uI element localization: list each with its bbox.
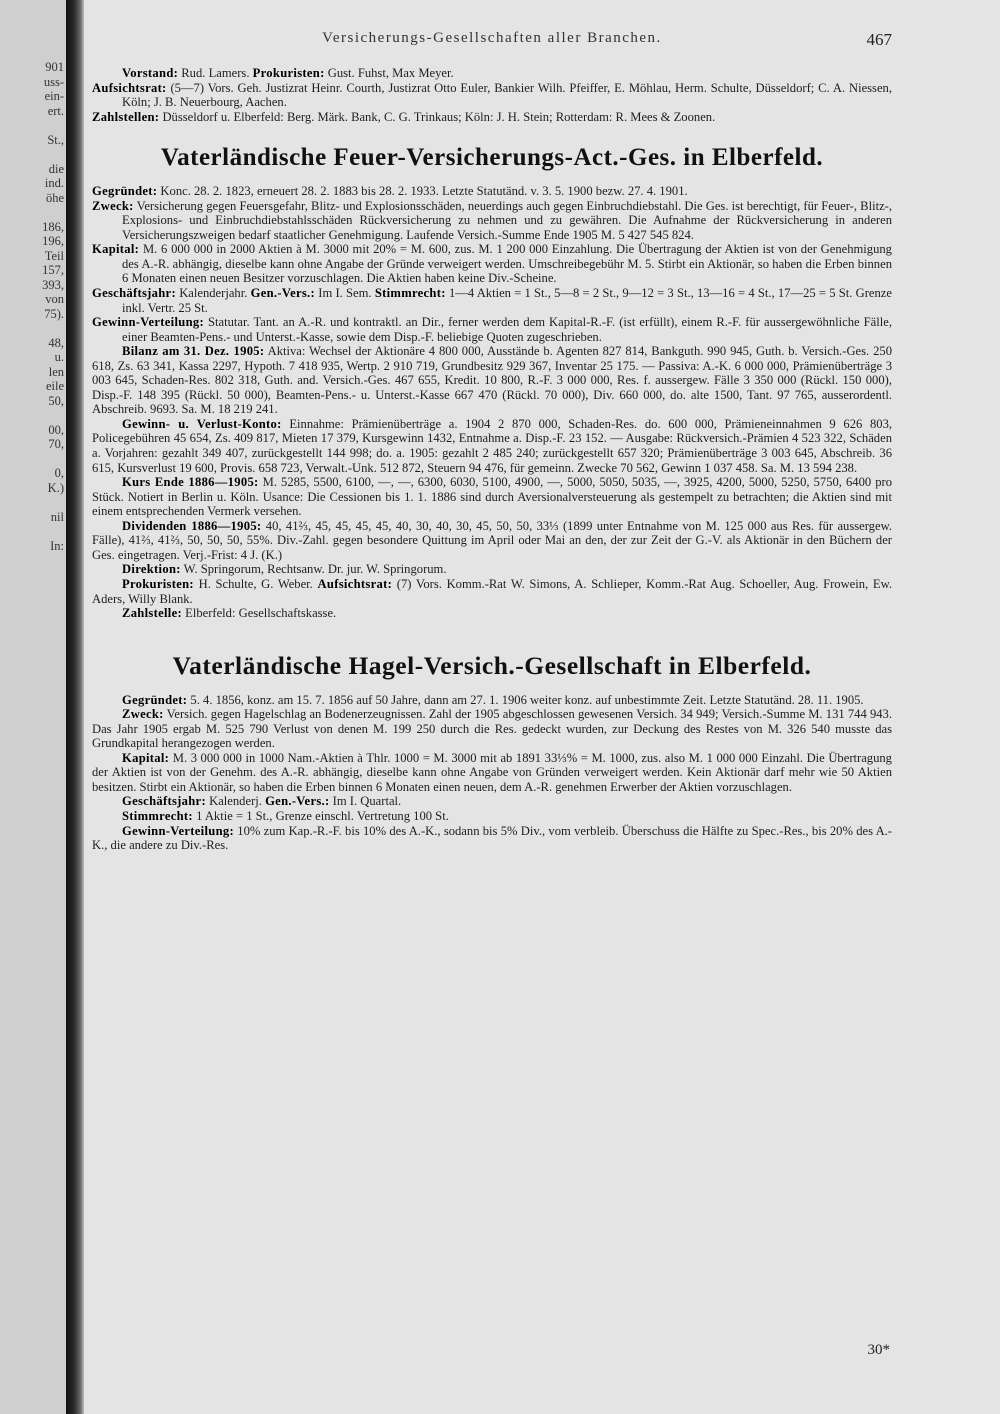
company-2-body [92, 693, 892, 853]
c1-direktion-label: Direktion: [122, 562, 181, 577]
previous-page-fragment: die [48, 161, 64, 176]
previous-page-fragments [0, 60, 64, 553]
c1-gewinnverteilung-label: Gewinn-Verteilung: [92, 315, 204, 330]
c1-gegruendet [92, 184, 892, 199]
aufsichtsrat-label: Aufsichtsrat: [92, 80, 167, 95]
previous-page-fragment [0, 147, 64, 162]
c1-zahlstelle [92, 606, 892, 621]
page-content [92, 30, 892, 853]
previous-page-fragment: 00, [48, 422, 64, 437]
previous-page-fragment: nil [50, 509, 64, 524]
c2-geschaeftsjahr-label: Geschäftsjahr: [122, 794, 206, 809]
previous-company-continuation [92, 66, 892, 124]
aufsichtsrat-entry [92, 81, 892, 110]
c1-gegruendet-text: Konc. 28. 2. 1823, erneuert 28. 2. 1883 bis 28. 2. 1933. Letzte Statutänd. v. 3. 5. 1900 bezw. 27. 4. 1901. [160, 184, 688, 199]
previous-page-fragment: 75). [44, 306, 64, 321]
c2-geschaeftsjahr [92, 794, 892, 809]
zahlstellen-label: Zahlstellen: [92, 109, 160, 124]
c1-zahlstelle-text: Elberfeld: Gesellschaftskasse. [185, 606, 337, 621]
c1-direktion [92, 562, 892, 577]
prokuristen-text: Gust. Fuhst, Max Meyer. [327, 66, 454, 80]
previous-page-fragment [0, 118, 64, 133]
c1-dividenden-label: Dividenden 1886—1905: [122, 518, 262, 533]
c1-zweck [92, 199, 892, 243]
previous-page-fragment [0, 495, 64, 510]
previous-page-fragment: 196, [42, 234, 64, 248]
c2-stimmrecht-label: Stimmrecht: [122, 808, 193, 823]
prokuristen-label: Prokuristen: [252, 66, 325, 80]
c2-zweck-label: Zweck: [122, 707, 164, 722]
c2-genvers-text: Im I. Quartal. [332, 794, 402, 809]
running-head [92, 30, 892, 56]
c1-bilanz [92, 344, 892, 417]
previous-page-fragment: 70, [48, 437, 64, 451]
previous-page-fragment: 901 [45, 60, 64, 74]
c2-stimmrecht-text: 1 Aktie = 1 St., Grenze einschl. Vertretung 100 St. [196, 808, 449, 823]
c2-kapital-label: Kapital: [122, 750, 170, 765]
c1-direktion-text: W. Springorum, Rechtsanw. Dr. jur. W. Springorum. [183, 562, 447, 577]
previous-page-fragment: ein- [44, 89, 64, 103]
c1-kurs-label: Kurs Ende 1886—1905: [122, 475, 259, 490]
c2-zweck-text: Versich. gegen Hagelschlag an Bodenerzeugnissen. Zahl der 1905 abgeschlossen gewesenen Versich. 34 949; Versich.-Summe M. 131 744 943. Das Jahr 1905 ergab M. 525 790 Verlust von denen M. 199 250 durch die Res. gedeckt wurden, zur Deckung des Restes von M. 326 540 musste das Grundkapital herangezogen werden. [92, 707, 892, 751]
c1-stimmrecht-label: Stimmrecht: [374, 286, 446, 301]
c1-genvers-label: Gen.-Vers.: [250, 286, 316, 301]
previous-page-fragment [0, 452, 64, 467]
previous-page-fragment: eile [45, 379, 64, 393]
previous-page-fragment: 0, [54, 466, 64, 480]
previous-page-fragment: len [48, 364, 64, 379]
c2-gewinnverteilung [92, 824, 892, 853]
c1-guv [92, 417, 892, 475]
c1-kapital [92, 242, 892, 286]
c1-gewinnverteilung [92, 315, 892, 344]
previous-page-fragment: K.) [47, 480, 64, 495]
c1-zweck-text: Versicherung gegen Feuersgefahr, Blitz- und Explosionsschäden, neuerdings auch gegen Einbruchdiebstahl. Die Ges. ist berechtigt, für Feuer-, Blitz-, Explosions- und Einbruchdiebstahlsschäden Rückversicherung zu nehmen und zu gewähren. Die Aufnahme der Rückversicherung in anderen Versicherungszweigen bedarf staatlicher Genehmigung. Laufende Versich.-Summe Ende 1905 M. 5 427 545 824. [122, 198, 893, 242]
c1-bilanz-text: Aktiva: Wechsel der Aktionäre 4 800 000, Ausstände b. Agenten 827 814, Bankguth. 990 945, Guth. b. Versich.-Ges. 250 618, Zs. 63 341, Kassa 2297, Hypoth. 7 418 935, Wertp. 2 910 719, Grundbesitz 929 367, Inventar 25 175. — Passiva: A.-K. 6 000 000, Prämienüberträge 3 003 645, Schaden-Res. 802 318, Guth. and. Versich.-Ges. 467 655, Kredit. 10 800, R.-F. 3 000 000, Res. f. aussergew. Fälle 3 350 000 (Rückl. 150 000), Disp.-F. 148 395 (Rückl. 50 000), Beamten-Pens.- u. Unterst.-Kasse 667 470 (Rückl. 70 000), Div. 660 000, do. alte 1500, Tant. 97 765, ausserordentl. Abschreib. 9693. Sa. M. 18 219 241. [92, 344, 892, 417]
previous-page-fragment: In: [50, 538, 64, 553]
c1-dividenden [92, 519, 892, 563]
book-gutter-shadow [66, 0, 84, 1414]
c1-zahlstelle-label: Zahlstelle: [122, 606, 182, 621]
zahlstellen-entry [92, 110, 892, 125]
previous-page-fragment [0, 524, 64, 539]
c1-geschaeftsjahr-label: Geschäftsjahr: [92, 286, 176, 301]
c1-guv-text: Einnahme: Prämienüberträge a. 1904 2 870 000, Schaden-Res. do. 600 000, Prämieneinnahmen 9 626 803, Policegebühren 45 654, Zs. 409 817, Mieten 17 379, Kursgewinn 1432, Entnahme a. Disp.-F. 23 152. — Ausgabe: Rückversich.-Prämien 4 523 322, Schäden a. Vorjahren: gezahlt 349 407, zurückgestellt 144 998; do. a. 1905: gezahlt 2 485 240; zurückgestellt 657 320; Prämienüberträge 3 003 645, Abschreib. 36 615, Kursverlust 19 600, Provis. 658 723, Verwalt.-Unk. 512 872, Steuern 94 476, für gemeinn. Zwecke 70 562, Gewinn 1 037 458. Sa. M. 13 594 238. [92, 416, 893, 475]
c2-genvers-label: Gen.-Vers.: [265, 794, 330, 809]
c1-kurs [92, 475, 892, 519]
previous-page-fragment [0, 321, 64, 336]
c1-kapital-text: M. 6 000 000 in 2000 Aktien à M. 3000 mit 20% = M. 600, zus. M. 1 200 000 Einzahlung. Die Übertragung der Aktien ist von der Genehmigung des A.-R. abhängig, dieselbe kann ohne Angabe der Gründe verweigert werden. Umschreibegebühr M. 5. Stirbt ein Aktionär, so haben die Erben binnen 6 Monaten einen neuen Besitzer vorzuschlagen. Die Aktien haben keine Div.-Scheine. [122, 242, 892, 286]
c2-zweck [92, 707, 892, 751]
c1-geschaeftsjahr [92, 286, 892, 315]
previous-page-fragment: u. [54, 350, 64, 364]
c2-gewinnverteilung-label: Gewinn-Verteilung: [122, 823, 234, 838]
zahlstellen-text: Düsseldorf u. Elberfeld: Berg. Märk. Bank, C. G. Trinkaus; Köln: J. H. Stein; Rotterdam: R. Mees & Zoonen. [162, 109, 716, 124]
company-2-title: Vaterländische Hagel-Versich.-Gesellschaft in Elberfeld. [172, 650, 812, 680]
previous-page-fragment: ind. [44, 176, 64, 190]
vorstand-label: Vorstand: [122, 66, 179, 80]
c2-gegruendet-label: Gegründet: [122, 692, 188, 707]
c1-kurs-text: M. 5285, 5500, 6100, —, —, 6300, 6030, 5100, 4900, —, 5000, 5050, 5035, —, 3925, 4200, 5000, 5250, 5750, 6400 pro Stück. Notiert in Berlin u. Köln. Usance: Die Cessionen bis 1. 1. 1886 sind durch Aversionalversteuerung als gestempelt zu betrachten; die Aktien sind mit einem entsprechenden Vermerk versehen. [92, 475, 893, 519]
previous-page-fragment: uss- [43, 74, 64, 89]
company-1-body [92, 184, 892, 620]
previous-page-fragment: 393, [42, 277, 64, 292]
aufsichtsrat-text: (5—7) Vors. Geh. Justizrat Heinr. Courth, Justizrat Otto Euler, Bankier Wilh. Pfeiffer, E. Möhlau, Herm. Schulte, Düsseldorf; C. A. Niessen, Köln; J. B. Neuerbourg, Aachen. [122, 80, 892, 110]
previous-page-fragment: Teil [44, 248, 64, 263]
c2-kapital [92, 751, 892, 795]
previous-page-fragment: 48, [48, 335, 64, 350]
c1-guv-label: Gewinn- u. Verlust-Konto: [122, 416, 282, 431]
previous-page-fragment: 50, [48, 393, 64, 408]
vorstand-entry [92, 66, 892, 81]
previous-page-fragment: 186, [42, 219, 64, 234]
c1-prokuristen [92, 577, 892, 606]
c2-gewinnverteilung-text: 10% zum Kap.-R.-F. bis 10% des A.-K., sodann bis 5% Div., vom verbleib. Überschuss die Hälfte zu Spec.-Res., bis 20% des A.-K., die andere zu Div.-Res. [92, 823, 893, 853]
c1-aufsichtsrat-text: (7) Vors. Komm.-Rat W. Simons, A. Schlieper, Komm.-Rat Aug. Schoeller, Aug. Frowein, Ew. Aders, Willy Blank. [92, 576, 893, 606]
vorstand-text: Rud. Lamers. [181, 66, 250, 80]
c1-gegruendet-label: Gegründet: [92, 184, 158, 199]
c1-prokuristen-label: Prokuristen: [122, 576, 194, 591]
c2-gegruendet-text: 5. 4. 1856, konz. am 15. 7. 1856 auf 50 Jahre, dann am 27. 1. 1906 weiter konz. auf unbestimmte Zeit. Letzte Statutänd. 28. 11. 1905. [190, 692, 864, 707]
previous-page-edge [0, 0, 66, 1414]
c2-geschaeftsjahr-text: Kalenderj. [209, 794, 262, 809]
previous-page-fragment: ert. [47, 103, 64, 118]
page-number: 467 [866, 30, 892, 49]
previous-page-fragment [0, 205, 64, 220]
c1-geschaeftsjahr-text: Kalenderjahr. [179, 286, 248, 301]
running-head-title: Versicherungs-Gesellschaften aller Branchen. [322, 30, 662, 46]
c1-kapital-label: Kapital: [92, 242, 140, 257]
previous-page-fragment: von [45, 292, 64, 306]
c1-stimmrecht-text: 1—4 Aktien = 1 St., 5—8 = 2 St., 9—12 = 3 St., 13—16 = 4 St., 17—25 = 5 St. Grenze inkl. Vertr. 25 St. [122, 286, 892, 315]
c1-aufsichtsrat-label: Aufsichtsrat: [317, 576, 393, 591]
c1-zweck-label: Zweck: [92, 198, 134, 213]
c1-dividenden-text: 40, 41⅔, 45, 45, 45, 45, 40, 30, 40, 30, 45, 50, 50, 33⅓ (1899 unter Entnahme von M. 125 000 aus Res. für aussergew. Fälle), 41⅔, 41⅔, 50, 50, 50, 55%. Div.-Zahl. gegen besondere Quittung im April oder Mai an den, der zur Zeit der G.-V. als Aktionär in den Büchern der Ges. eingetragen. Verj.-Frist: 4 J. (K.) [92, 518, 892, 562]
previous-page-fragment: St., [47, 132, 64, 147]
company-1-title: Vaterländische Feuer-Versicherungs-Act.-Ges. in Elberfeld. [160, 144, 824, 172]
c1-prokuristen-text: H. Schulte, G. Weber. [198, 576, 313, 591]
c1-gewinnverteilung-text: Statutar. Tant. an A.-R. und kontraktl. an Dir., ferner werden dem Kapital-R.-F. (ist erfüllt), einem R.-F. für aussergewöhnliche Fälle, einer Beamten-Pens.- und Unterst.-Kasse, sowie dem Disp.-F. beliebige Quoten zugeschrieben. [122, 315, 892, 344]
c2-kapital-text: M. 3 000 000 in 1000 Nam.-Aktien à Thlr. 1000 = M. 3000 mit ab 1891 33⅓% = M. 1000, zus. also M. 1 000 000 Einzahl. Die Übertragung der Aktien ist von der Genehm. des A.-R. abhängig, dieselbe kann ohne Angabe von Gründen verweigert werden. Kein Aktionär darf mehr wie 50 Aktien besitzen. Stirbt ein Aktionär, so haben die Erben binnen 6 Monaten einen neuen, dem A.-R. genehmen Erwerber der Aktien vorzuschlagen. [92, 750, 892, 794]
c2-stimmrecht [92, 809, 892, 824]
previous-page-fragment: öhe [45, 190, 64, 205]
c1-bilanz-label: Bilanz am 31. Dez. 1905: [122, 344, 265, 359]
previous-page-fragment: 157, [42, 263, 64, 277]
signature-mark: 30* [867, 1342, 890, 1358]
previous-page-fragment [0, 408, 64, 423]
c2-gegruendet [92, 693, 892, 708]
c1-genvers-text: Im I. Sem. [318, 286, 372, 301]
